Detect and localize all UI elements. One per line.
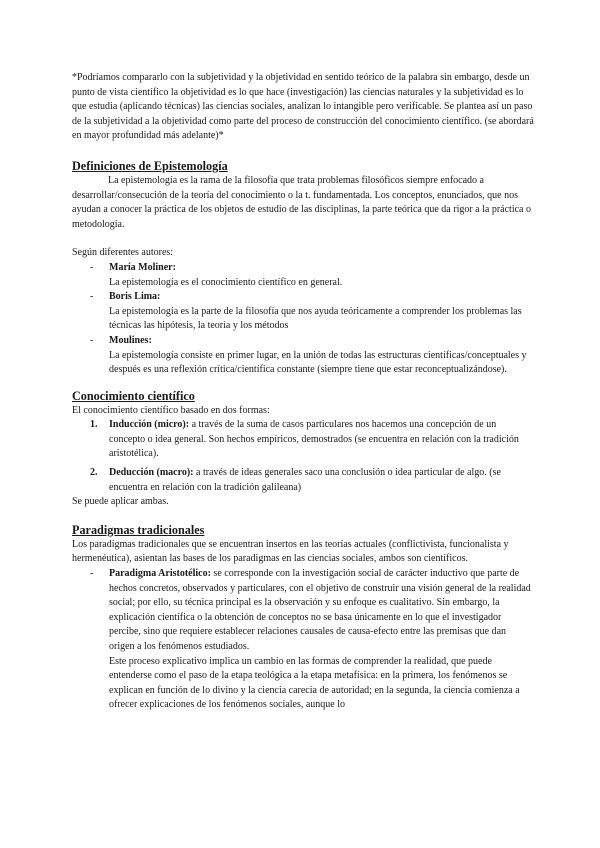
- paradigmas-intro: Los paradigmas tradicionales que se encuentran insertos en las teorías actuales (conflictivista, funcionalista y hermenéutica), asientan las bases de los paradigmas en las ciencias sociales, ambos son científicos.: [72, 538, 509, 565]
- definiciones-paragraph: La epistemología es la rama de la filosofía que trata problemas filosóficos siempre enfocado a desarrollar/consecución de la teoría del conocimiento o la t. fundamentada. Los conceptos, enunciados, que nos ayudan a conocer la práctica de los objetos de estudio de las disciplinas, la parte teórica que da rigor a la práctica o metodología.: [72, 174, 531, 230]
- autores-intro: Según diferentes autores:: [72, 247, 174, 259]
- intro-paragraph: *Podríamos compararlo con la subjetividad y la objetividad en sentido teórico de la palabra sin embargo, desde un punto de vista científico la objetividad es lo que hace (investigación) las ciencias naturales y la subjetividad es lo que estudia (aplicando técnicas) las ciencias sociales, analizan lo intangible pero verificable. Se plantea así un paso de la subjetividad a la objetividad como parte del proceso de construcción del conocimiento científico. (se abordará en mayor profundidad más adelante)*: [72, 72, 534, 142]
- conocimiento-intro: El conocimiento científico basado en dos formas:: [72, 404, 270, 416]
- paradigma-text: se corresponde con la investigación social de carácter inductivo que parte de hechos concretos, observados y particulares, con el objetivo de construir una visión general de la realidad social; por ello, su técnica principal es la observación y su enfoque es cualitativo. Sin embargo, la explicación científica o la obtención de conceptos no se basa únicamente en lo que el investigador percibe, sino que requiere establecer relaciones causales de causa-efecto entre las premisas que dan origen a los fenómenos estudiados.: [109, 568, 531, 652]
- conocimiento-outro: Se puede aplicar ambas.: [72, 496, 169, 508]
- list-item: [72, 567, 534, 713]
- autores-list: [72, 261, 534, 378]
- author-definition: La epistemología consiste en primer lugar, en la unión de todas las estructuras científicas/conceptuales y después es una reflexión crítica/científica constante (siempre tiene que estar reconceptualizándose).: [109, 349, 527, 376]
- item-text: a través de ideas generales saco una conclusión o idea particular de algo. (se encuentra en relación con la tradición galileana): [109, 467, 501, 493]
- section-heading-definiciones: Definiciones de Epistemología: [72, 158, 228, 173]
- item-term: Inducción (micro):: [109, 419, 190, 431]
- list-item: [72, 334, 534, 378]
- author-name: María Moliner:: [109, 261, 176, 273]
- paradigma-term: Paradigma Aristotélico:: [109, 568, 211, 580]
- author-name: Moulines:: [109, 334, 152, 346]
- list-item: [72, 290, 534, 334]
- list-item: [72, 466, 534, 495]
- paradigmas-list: [72, 567, 534, 713]
- section-heading-paradigmas: Paradigmas tradicionales: [72, 522, 205, 537]
- list-item: [72, 418, 534, 462]
- author-definition: La epistemología es el conocimiento científico en general.: [109, 276, 343, 288]
- item-number: 2.: [90, 467, 98, 479]
- item-number: 1.: [90, 419, 98, 431]
- item-term: Deducción (macro):: [109, 467, 194, 479]
- paradigma-text-continued: Este proceso explicativo implica un cambio en las formas de comprender la realidad, que puede entenderse como el paso de la etapa teológica a la etapa metafísica: en la primera, los fenómenos se explican en función de lo divino y la ciencia carecía de autoridad; en la segunda, la ciencia comienza a ofrecer explicaciones de los fenómenos sociales, aunque lo: [109, 655, 520, 711]
- section-heading-conocimiento: Conocimiento científico: [72, 388, 195, 403]
- item-text: a través de la suma de casos particulares nos hacemos una concepción de un concepto o idea general. Son hechos empíricos, demostrados (se encuentra en relación con la tradición aristotélica).: [109, 419, 519, 460]
- formas-list: [72, 418, 534, 495]
- author-name: Boris Lima:: [109, 291, 161, 303]
- author-definition: La epistemología es la parte de la filosofía que nos ayuda teóricamente a comprender los problemas las técnicas las hipótesis, la teoría y los métodos: [109, 305, 522, 332]
- document-content: [72, 71, 534, 713]
- list-item: [72, 261, 534, 290]
